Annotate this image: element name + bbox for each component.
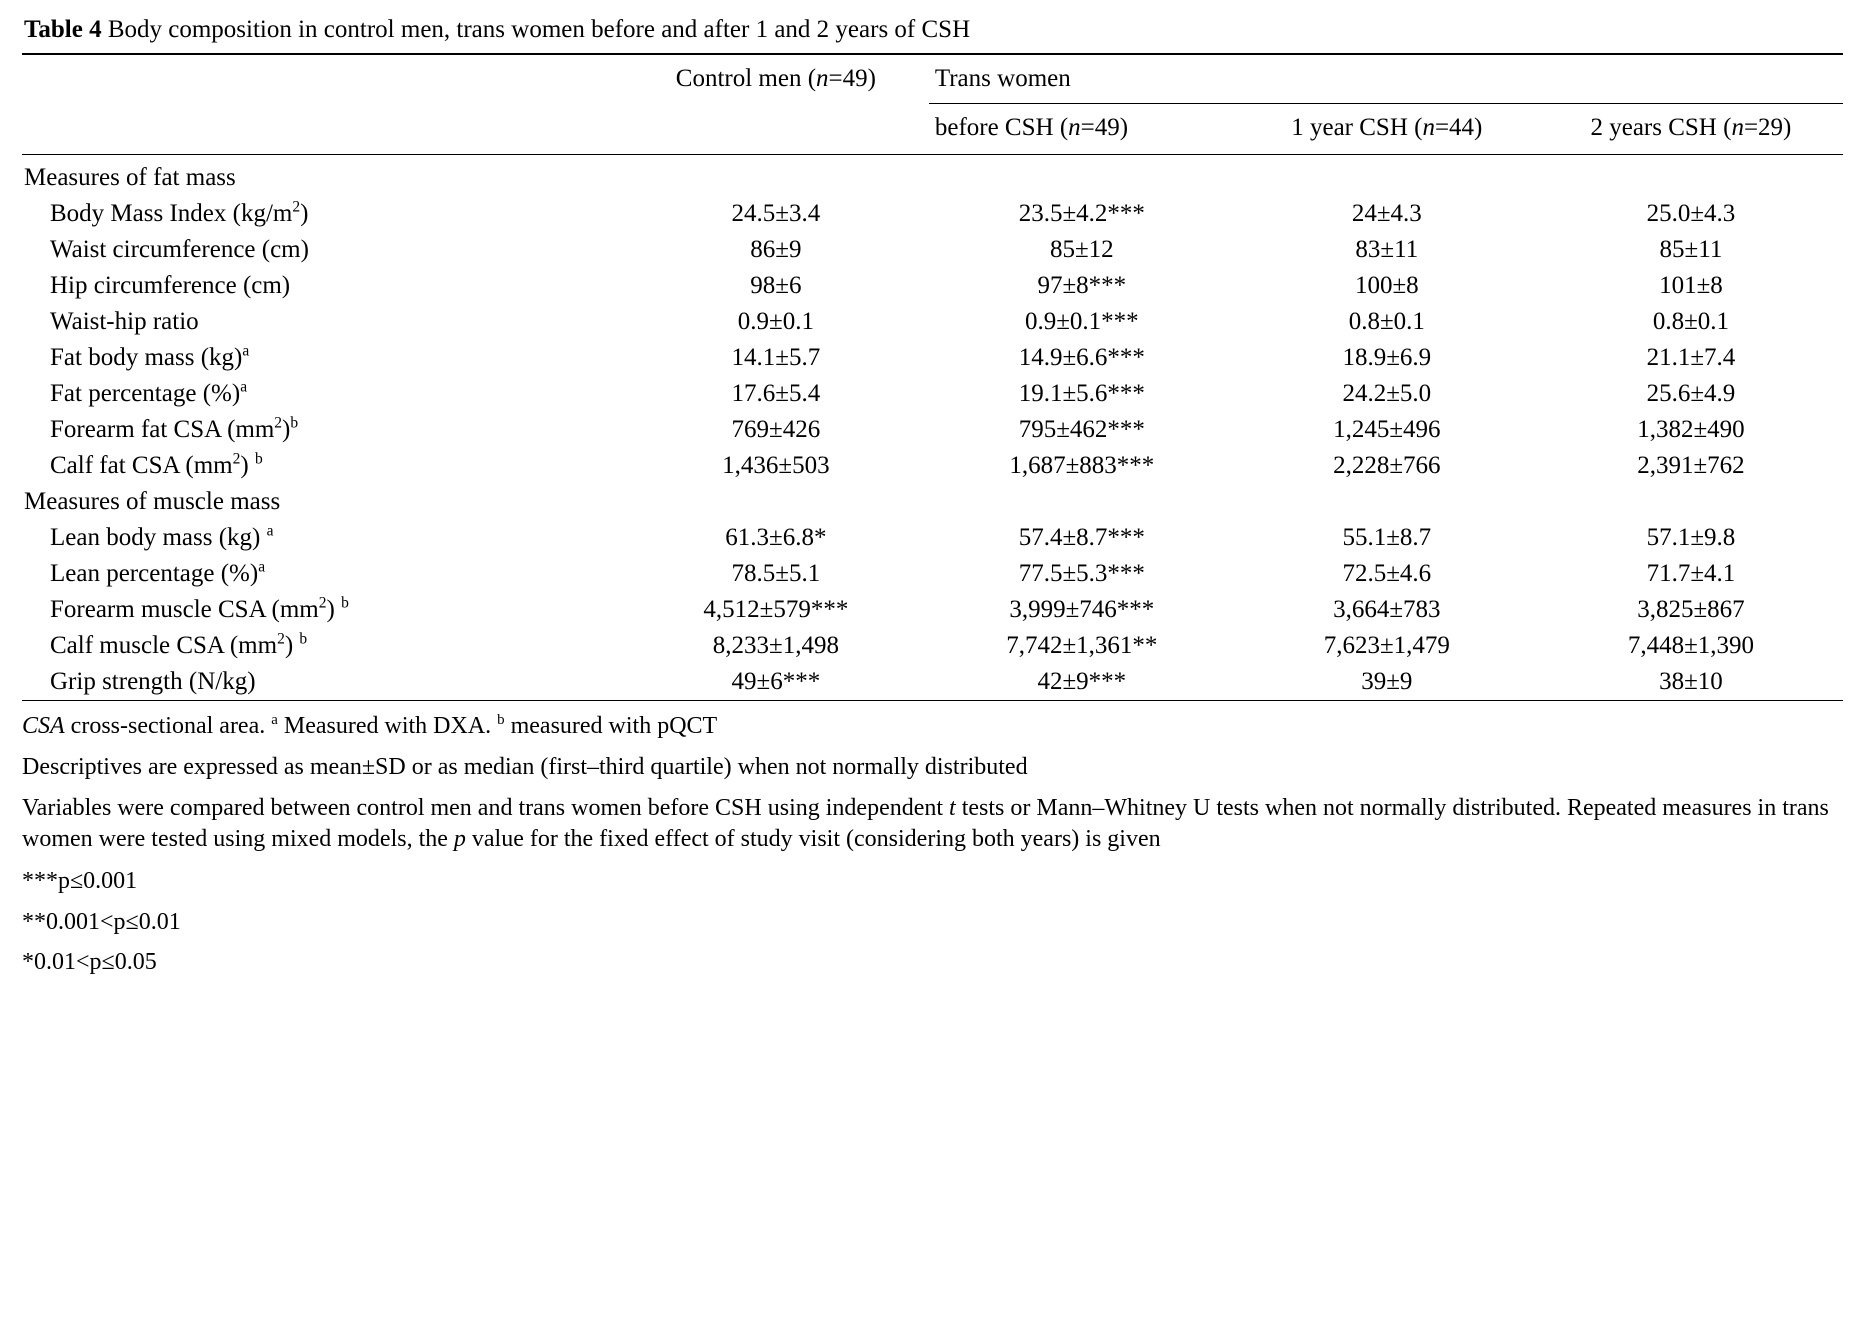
cell-value: 83±11 <box>1355 236 1419 264</box>
row-label-grip-strength: Grip strength (N/kg) <box>50 668 256 696</box>
row-label-hip-circumference: Hip circumference (cm) <box>50 272 291 300</box>
group-header-row <box>22 484 1843 520</box>
table-bottom-rule-row <box>22 701 1843 702</box>
cell-value: 85±12 <box>1049 236 1114 264</box>
footnote-dxa: Measured with DXA. <box>277 713 498 740</box>
cell-value: 57.4±8.7*** <box>1018 524 1145 552</box>
cell-value: 71.7±4.1 <box>1646 560 1736 588</box>
table-caption <box>24 14 1843 45</box>
row-label-forearm-fat-csa: Forearm fat CSA $(mm^2)^b$ <box>50 414 299 444</box>
table-row <box>22 376 1843 412</box>
footnote-comparison-part3: value for the fixed effect of study visit (considering both years) is given <box>465 826 1161 853</box>
header-1-year-csh: 1 year CSH (n=44) <box>1291 114 1483 142</box>
cell-value: 0.8±0.1 <box>1348 308 1425 336</box>
cell-value: 0.8±0.1 <box>1652 308 1730 336</box>
header-2-years-csh: 2 years CSH (n=29) <box>1590 114 1792 142</box>
cell-value: 24.5±3.4 <box>731 200 821 228</box>
footnote-comparison-part2: tests or Mann–Whitney U tests when not normally distributed. Repeated measures in trans women were tested using mixed models, the <box>22 794 1829 853</box>
footnote-csa-rest: cross-sectional area. <box>64 713 272 740</box>
row-label-waist-circumference: Waist circumference (cm) <box>50 236 309 264</box>
cell-value: 25.6±4.9 <box>1646 380 1736 408</box>
cell-value: 19.1±5.6*** <box>1018 380 1145 408</box>
cell-value: 14.9±6.6*** <box>1018 344 1145 372</box>
footnote-sup-a: a <box>271 712 278 729</box>
cell-value: 14.1±5.7 <box>731 344 821 372</box>
header-trans-women: Trans women <box>929 54 1843 104</box>
cell-value: 98±6 <box>750 272 802 300</box>
row-label-lean-percentage: Lean percentage (%)$^a$ <box>50 558 266 588</box>
cell-value: 24±4.3 <box>1351 200 1422 228</box>
footnote-t-italic: t <box>949 794 956 821</box>
footnote-p-italic: p <box>453 826 466 853</box>
cell-value: 78.5±5.1 <box>731 560 821 588</box>
footnote-pqct: measured with pQCT <box>504 713 718 740</box>
cell-value: 61.3±6.8* <box>725 524 827 552</box>
cell-value: 97±8*** <box>1037 272 1127 300</box>
table-row <box>22 664 1843 701</box>
cell-value: 17.6±5.4 <box>731 380 821 408</box>
table-row <box>22 232 1843 268</box>
footnote-abbreviations <box>22 711 1843 743</box>
header-sub-blank <box>623 104 929 155</box>
header-sub-corner <box>22 104 623 155</box>
cell-value: 55.1±8.7 <box>1342 524 1432 552</box>
cell-value: 101±8 <box>1659 272 1723 300</box>
cell-value: 3,999±746*** <box>1009 596 1155 624</box>
cell-value: 38±10 <box>1659 668 1723 696</box>
cell-value: 85±11 <box>1659 236 1723 264</box>
cell-value: 77.5±5.3*** <box>1018 560 1145 588</box>
cell-value: 7,448±1,390 <box>1627 632 1755 660</box>
group-header-row <box>22 155 1843 197</box>
cell-value: 1,436±503 <box>722 452 830 480</box>
table-caption-text: Body composition in control men, trans women before and after 1 and 2 years of CSH <box>107 16 971 43</box>
row-label-calf-muscle-csa: Calf muscle CSA $(mm^2)$ $^b$ <box>50 630 308 660</box>
table-footnotes <box>22 711 1843 979</box>
table-row <box>22 304 1843 340</box>
header-corner-cell <box>22 54 623 104</box>
cell-value: 1,382±490 <box>1637 416 1745 444</box>
row-label-fat-percentage: Fat percentage (%)$^a$ <box>50 378 248 408</box>
table-row <box>22 556 1843 592</box>
table-head <box>22 54 1843 155</box>
table-row <box>22 412 1843 448</box>
footnote-significance-1: ***p≤0.001 <box>22 867 138 894</box>
cell-value: 72.5±4.6 <box>1342 560 1432 588</box>
table-number: Table 4 <box>24 16 102 43</box>
footnote-comparison <box>22 793 1843 856</box>
body-composition-table <box>22 53 1843 701</box>
cell-value: 4,512±579*** <box>703 596 849 624</box>
row-label-lean-body-mass: Lean body mass (kg) $^a$ <box>50 522 274 552</box>
cell-value: 795±462*** <box>1018 416 1145 444</box>
cell-value: 18.9±6.9 <box>1342 344 1432 372</box>
cell-value: 1,687±883*** <box>1009 452 1155 480</box>
group-title-muscle-mass: Measures of muscle mass <box>24 488 281 516</box>
cell-value: 86±9 <box>750 236 802 264</box>
footnote-significance-3: *0.01<p≤0.05 <box>22 949 157 976</box>
footnote-csa-abbrev: CSA <box>22 713 65 740</box>
cell-value: 769±426 <box>731 416 821 444</box>
cell-value: 7,742±1,361** <box>1006 632 1158 660</box>
table-row <box>22 268 1843 304</box>
row-label-waist-hip-ratio: Waist-hip ratio <box>50 308 199 336</box>
cell-value: 24.2±5.0 <box>1342 380 1432 408</box>
table-row <box>22 340 1843 376</box>
row-label-fat-body-mass: Fat body mass (kg)$^a$ <box>50 342 250 372</box>
cell-value: 42±9*** <box>1037 668 1127 696</box>
cell-value: 23.5±4.2*** <box>1018 200 1145 228</box>
cell-value: 49±6*** <box>731 668 821 696</box>
row-label-calf-fat-csa: Calf fat CSA $(mm^2)$ $^b$ <box>50 450 263 480</box>
cell-value: 3,664±783 <box>1333 596 1441 624</box>
cell-value: 57.1±9.8 <box>1646 524 1736 552</box>
table-row <box>22 628 1843 664</box>
header-control-men: Control men (n=49) <box>623 54 929 104</box>
header-row-top <box>22 54 1843 104</box>
table-row <box>22 448 1843 484</box>
row-label-forearm-muscle-csa: Forearm muscle CSA $(mm^2)$ $^b$ <box>50 594 349 624</box>
footnote-descriptives: Descriptives are expressed as mean±SD or as median (first–third quartile) when not normally distributed <box>22 753 1028 780</box>
cell-value: 7,623±1,479 <box>1323 632 1450 660</box>
cell-value: 3,825±867 <box>1637 596 1745 624</box>
cell-value: 0.9±0.1*** <box>1024 308 1139 336</box>
footnote-comparison-part1: Variables were compared between control men and trans women before CSH using independent <box>22 794 950 821</box>
footnote-sup-b: b <box>497 712 505 729</box>
header-before-csh: before CSH (n=49) <box>934 114 1129 142</box>
table-body <box>22 155 1843 702</box>
group-title-fat-mass: Measures of fat mass <box>22 155 623 197</box>
header-row-sub <box>22 104 1843 155</box>
table-row <box>22 592 1843 628</box>
cell-value: 25.0±4.3 <box>1646 200 1736 228</box>
cell-value: 100±8 <box>1354 272 1419 300</box>
cell-value: 2,391±762 <box>1637 452 1745 480</box>
footnote-significance-2: **0.001<p≤0.01 <box>22 908 181 935</box>
cell-value: 0.9±0.1 <box>737 308 814 336</box>
row-label-bmi: Body Mass Index $(kg/m^2)$ <box>50 198 309 228</box>
cell-value: 21.1±7.4 <box>1646 344 1736 372</box>
cell-value: 1,245±496 <box>1333 416 1441 444</box>
cell-value: 2,228±766 <box>1333 452 1441 480</box>
cell-value: 39±9 <box>1361 668 1413 696</box>
table-row <box>22 196 1843 232</box>
table-row <box>22 520 1843 556</box>
cell-value: 8,233±1,498 <box>712 632 839 660</box>
